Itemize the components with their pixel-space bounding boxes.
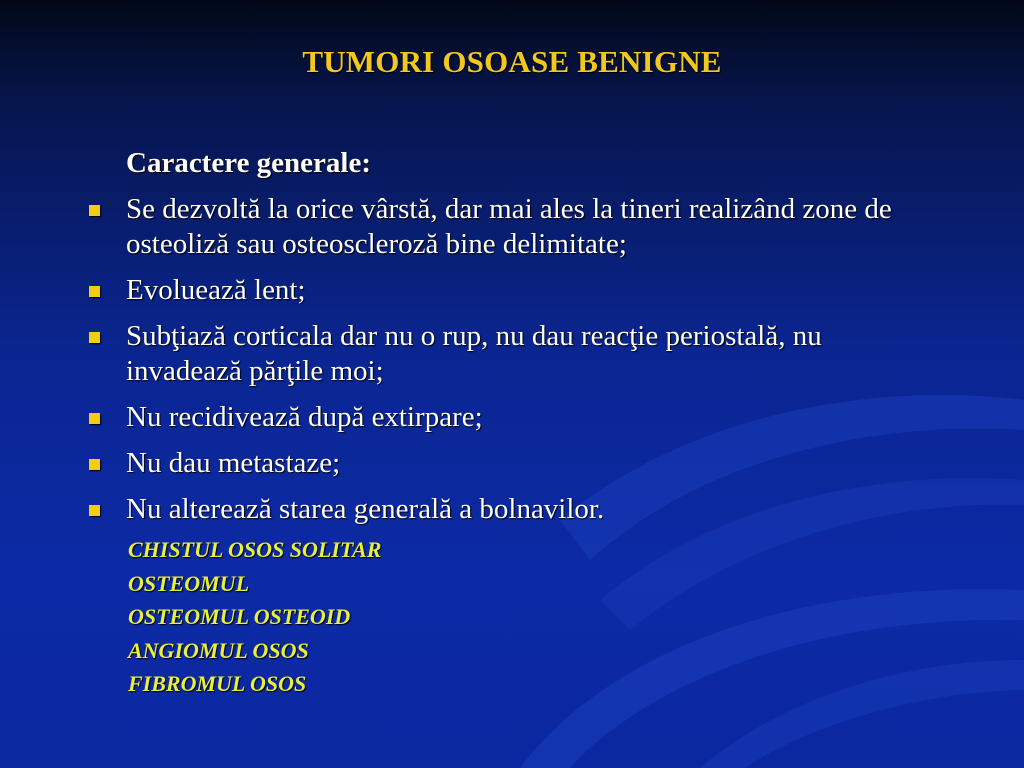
- section-heading: Caractere generale:: [126, 147, 372, 179]
- square-bullet-icon: [89, 332, 100, 343]
- square-bullet-icon: [89, 459, 100, 470]
- list-item-text: Nu alterează starea generală a bolnavilor.: [126, 493, 605, 525]
- list-item-text: Evoluează lent;: [126, 274, 306, 306]
- tumor-type-item: CHISTUL OSOS SOLITAR: [128, 537, 382, 562]
- list-item: [0, 273, 1024, 308]
- square-bullet-icon: [89, 413, 100, 424]
- square-bullet-icon: [89, 286, 100, 297]
- list-item: [0, 319, 1024, 389]
- tumor-types-list: [128, 533, 381, 701]
- list-item-text: Nu recidivează după extirpare;: [126, 401, 483, 433]
- list-item-text: Nu dau metastaze;: [126, 447, 341, 479]
- tumor-type-item: FIBROMUL OSOS: [128, 671, 307, 697]
- slide-title: TUMORI OSOASE BENIGNE: [302, 44, 722, 79]
- tumor-type-item: OSTEOMUL OSTEOID: [128, 604, 351, 630]
- list-item: [0, 400, 1024, 435]
- tumor-type-item: OSTEOMUL: [128, 570, 250, 596]
- list-item: [0, 446, 1024, 481]
- list-item: [0, 492, 1024, 527]
- list-item-text: Subţiază corticala dar nu o rup, nu dau reacţie periostală, nu invadează părţile moi;: [126, 320, 822, 387]
- list-item-text: Se dezvoltă la orice vârstă, dar mai ales la tineri realizând zone de osteoliză sau osteoscleroză bine delimitate;: [126, 193, 892, 260]
- list-item: [0, 192, 1024, 262]
- square-bullet-icon: [89, 505, 100, 516]
- characteristics-list: [0, 192, 1024, 538]
- tumor-type-item: ANGIOMUL OSOS: [128, 637, 309, 663]
- square-bullet-icon: [89, 205, 100, 216]
